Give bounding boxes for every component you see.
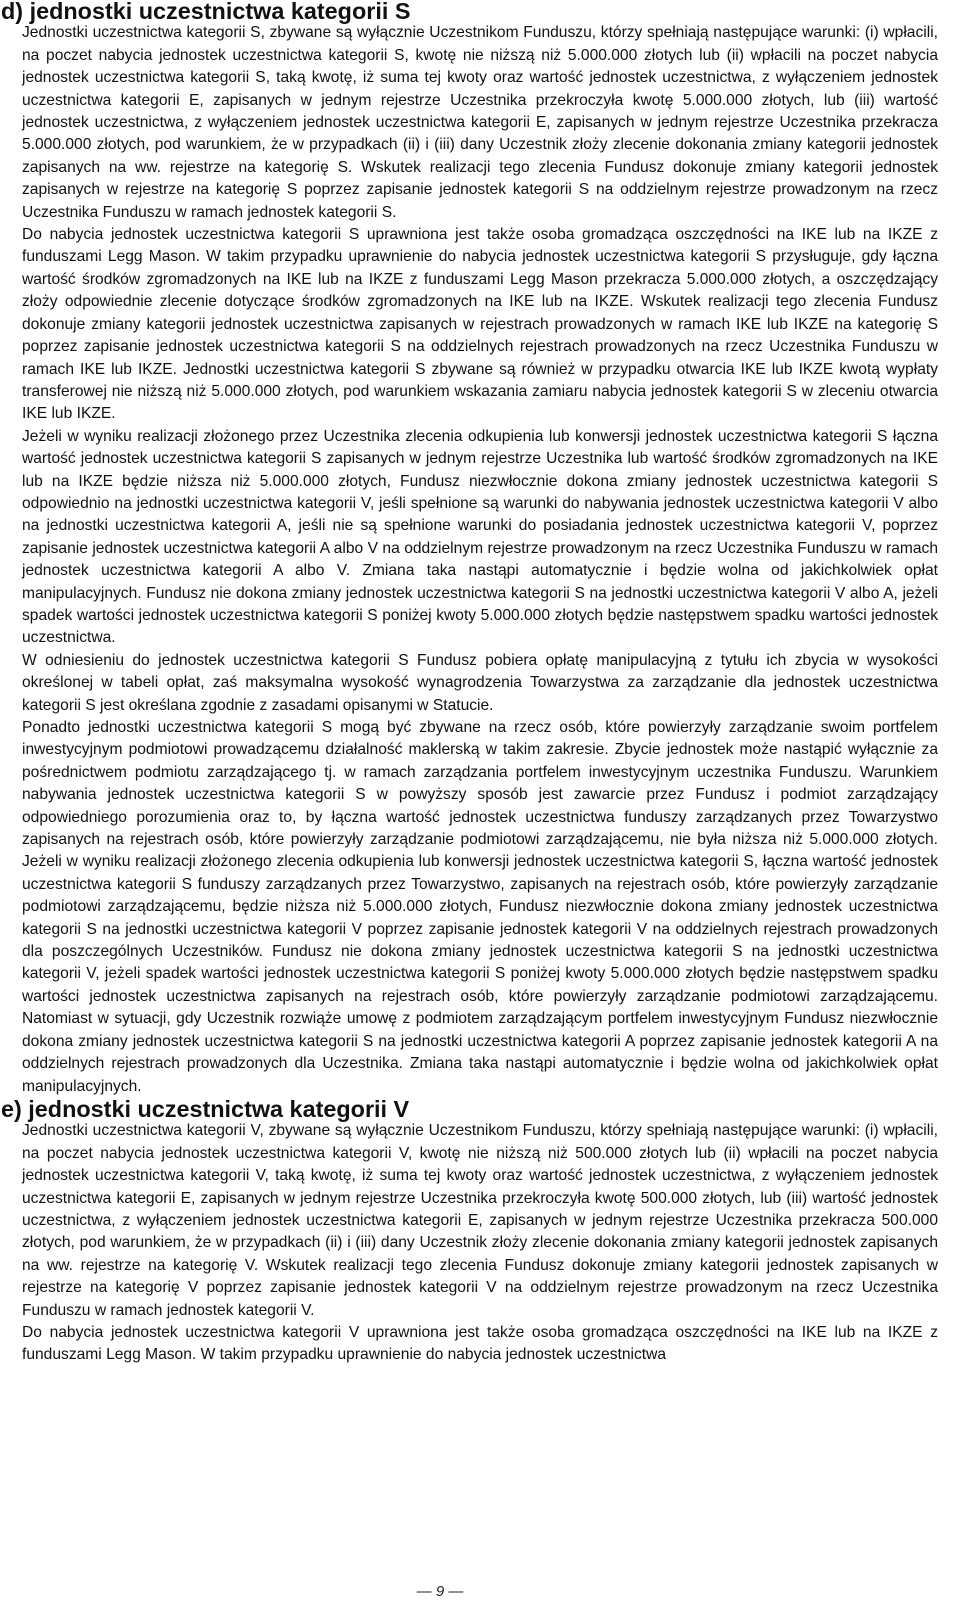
section-heading-e: e) jednostki uczestnictwa kategorii V xyxy=(1,1095,410,1122)
paragraph: Jednostki uczestnictwa kategorii V, zbywane są wyłącznie Uczestnikom Funduszu, którzy spełniają następujące warunki: (i) wpłacili, na poczet nabycia jednostek uczestnictwa kategorii V, kwotę nie niższą niż 500.000 złotych lub (ii) wpłacili na poczet nabycia jednostek uczestnictwa kategorii V, taką kwotę, iż suma tej kwoty oraz wartość jednostek uczestnictwa, z wyłączeniem jednostek uczestnictwa kategorii E, zapisanych w jednym rejestrze Uczestnika przekroczyła kwotę 500.000 złotych, lub (iii) wartość jednostek uczestnictwa, z wyłączeniem jednostek uczestnictwa kategorii E, zapisanych w jednym rejestrze Uczestnika przekracza 500.000 złotych, pod warunkiem, że w przypadkach (ii) i (iii) dany Uczestnik złoży zlecenie dokonania zmiany kategorii jednostek zapisanych na ww. rejestrze na kategorię V. Wskutek realizacji tego zlecenia Fundusz dokonuje zmiany kategorii jednostek zapisanych w rejestrze na kategorię V poprzez zapisanie jednostek kategorii V na oddzielnym rejestrze prowadzonym na rzecz Uczestnika Funduszu w ramach jednostek kategorii V. xyxy=(22,1122,938,1319)
paragraph: Jeżeli w wyniku realizacji złożonego przez Uczestnika zlecenia odkupienia lub konwersji jednostek uczestnictwa kategorii S łączna wartość jednostek uczestnictwa kategorii S zapisanych w jednym rejestrze Uczestnika lub wartość środków zgromadzonych na IKE lub na IKZE będzie niższa niż 5.000.000 złotych, Fundusz niezwłocznie dokona zmiany jednostek uczestnictwa kategorii S odpowiednio na jednostki uczestnictwa kategorii V, jeśli spełnione są warunki do nabywania jednostek uczestnictwa kategorii V albo na jednostki uczestnictwa kategorii A, jeśli nie są spełnione warunki do posiadania jednostek uczestnictwa kategorii V, poprzez zapisanie jednostek uczestnictwa kategorii A albo V na oddzielnym rejestrze prowadzonym na rzecz Uczestnika Funduszu w ramach jednostek uczestnictwa kategorii A albo V. Zmiana taka nastąpi automatycznie i będzie wolna od jakichkolwiek opłat manipulacyjnych. Fundusz nie dokona zmiany jednostek uczestnictwa kategorii S na jednostki uczestnictwa kategorii V albo A, jeżeli spadek wartości jednostek uczestnictwa kategorii S poniżej kwoty 5.000.000 złotych będzie następstwem spadku wartości jednostek uczestnictwa. xyxy=(22,427,938,647)
paragraph: Do nabycia jednostek uczestnictwa kategorii S uprawniona jest także osoba gromadząca oszczędności na IKE lub na IKZE z funduszami Legg Mason. W takim przypadku uprawnienie do nabycia jednostek uczestnictwa kategorii S przysługuje, gdy łączna wartość środków zgromadzonych na IKE lub na IKZE z funduszami Legg Mason przekracza 5.000.000 złotych, a oszczędzający złoży odpowiednie zlecenie dotyczące środków zgromadzonych na IKE lub na IKZE. Wskutek realizacji tego zlecenia Fundusz dokonuje zmiany kategorii jednostek uczestnictwa zapisanych w rejestrach prowadzonych w ramach IKE lub IKZE na kategorię S poprzez zapisanie jednostek uczestnictwa kategorii S na oddzielnych rejestrach prowadzonych na rzecz Uczestnika Funduszu w ramach IKE lub IKZE. Jednostki uczestnictwa kategorii S zbywane są również w przypadku otwarcia IKE lub IKZE kwotą wypłaty transferowej nie niższą niż 5.000.000 złotych, pod warunkiem wskazania zamiaru nabycia jednostek kategorii S w zleceniu otwarcia IKE lub IKZE. xyxy=(22,226,938,423)
page-number: — 9 — xyxy=(416,1583,464,1600)
paragraph: Do nabycia jednostek uczestnictwa kategorii V uprawniona jest także osoba gromadząca oszczędności na IKE lub na IKZE z funduszami Legg Mason. W takim przypadku uprawnienie do nabycia jednostek uczestnictwa xyxy=(22,1323,938,1364)
paragraph: Ponadto jednostki uczestnictwa kategorii S mogą być zbywane na rzecz osób, które powierzyły zarządzanie swoim portfelem inwestycyjnym podmiotowi prowadzącemu działalność maklerską w takim zakresie. Zbycie jednostek może nastąpić wyłącznie za pośrednictwem podmiotu zarządzającego tj. w ramach zarządzania portfelem inwestycyjnym uczestnika Funduszu. Warunkiem nabywania jednostek uczestnictwa kategorii S w powyższy sposób jest zawarcie przez Fundusz i podmiot zarządzający odpowiedniego porozumienia oraz to, by łączna wartość jednostek uczestnictwa funduszy zarządzanych przez Towarzystwo zapisanych na rejestrach osób, które powierzyły zarządzanie podmiotowi zarządzającemu, nie była niższa niż 5.000.000 złotych. Jeżeli w wyniku realizacji złożonego zlecenia odkupienia lub konwersji jednostek uczestnictwa kategorii S, łączna wartość jednostek uczestnictwa kategorii S funduszy zarządzanych przez Towarzystwo, zapisanych na rejestrach osób, które powierzyły zarządzanie podmiotowi zarządzającemu, będzie niższa niż 5.000.000 złotych, Fundusz niezwłocznie dokona zmiany jednostek uczestnictwa kategorii S na jednostki uczestnictwa kategorii V poprzez zapisanie jednostek kategorii V na oddzielnych rejestrach prowadzonych dla poszczególnych Uczestników. Fundusz nie dokona zmiany jednostek uczestnictwa kategorii S na jednostki uczestnictwa kategorii V, jeżeli spadek wartości jednostek uczestnictwa kategorii S poniżej kwoty 5.000.000 złotych będzie następstwem spadku wartości jednostek uczestnictwa zapisanych na rejestrach osób, które powierzyły zarządzanie podmiotowi zarządzającemu. Natomiast w sytuacji, gdy Uczestnik rozwiąże umowę z podmiotem zarządzającym portfelem inwestycyjnym Fundusz niezwłocznie dokona zmiany jednostek uczestnictwa kategorii S na jednostki uczestnictwa kategorii A poprzez zapisanie jednostek kategorii A na oddzielnych rejestrach prowadzonych dla Uczestnika. Zmiana taka nastąpi automatycznie i będzie wolna od jakichkolwiek opłat manipulacyjnych. xyxy=(22,719,938,1095)
paragraph: W odniesieniu do jednostek uczestnictwa kategorii S Fundusz pobiera opłatę manipulacyjną z tytułu ich zbycia w wysokości określonej w tabeli opłat, zaś maksymalna wysokość wynagrodzenia Towarzystwa za zarządzanie dla jednostek uczestnictwa kategorii S jest określana zgodnie z zasadami opisanymi w Statucie. xyxy=(22,651,938,714)
paragraph: Jednostki uczestnictwa kategorii S, zbywane są wyłącznie Uczestnikom Funduszu, którzy spełniają następujące warunki: (i) wpłacili, na poczet nabycia jednostek uczestnictwa kategorii S, kwotę nie niższą niż 5.000.000 złotych lub (ii) wpłacili na poczet nabycia jednostek uczestnictwa kategorii S, taką kwotę, iż suma tej kwoty oraz wartość jednostek uczestnictwa, z wyłączeniem jednostek uczestnictwa kategorii E, zapisanych w jednym rejestrze Uczestnika przekroczyła kwotę 5.000.000 złotych, lub (iii) wartość jednostek uczestnictwa, z wyłączeniem jednostek uczestnictwa kategorii E, zapisanych w jednym rejestrze Uczestnika przekracza 5.000.000 złotych, pod warunkiem, że w przypadkach (ii) i (iii) dany Uczestnik złoży zlecenie dokonania zmiany kategorii jednostek zapisanych na ww. rejestrze na kategorię S. Wskutek realizacji tego zlecenia Fundusz dokonuje zmiany kategorii jednostek zapisanych w rejestrze na kategorię S poprzez zapisanie jednostek kategorii S na oddzielnym rejestrze prowadzonym na rzecz Uczestnika Funduszu w ramach jednostek kategorii S. xyxy=(22,24,938,221)
section-heading-d: d) jednostki uczestnictwa kategorii S xyxy=(1,0,411,24)
